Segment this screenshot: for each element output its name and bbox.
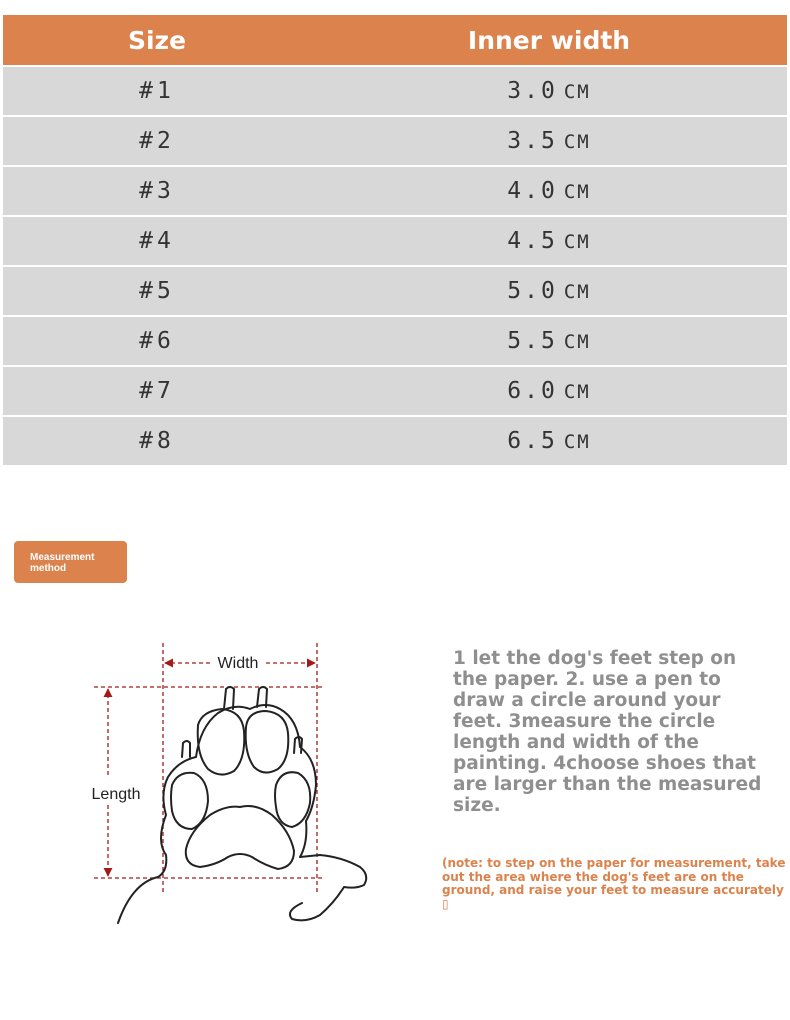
width-unit: CM [563, 281, 591, 303]
width-cell [311, 428, 787, 454]
size-cell: #1 [139, 78, 175, 104]
width-unit: CM [563, 131, 591, 153]
size-table [3, 15, 787, 465]
width-value: 4.0 [507, 178, 558, 204]
size-cell: #5 [139, 278, 175, 304]
width-value: 5.0 [507, 278, 558, 304]
table-row [3, 117, 787, 165]
width-value: 6.0 [507, 378, 558, 404]
table-row [3, 167, 787, 215]
width-value: 3.0 [507, 78, 558, 104]
width-cell [311, 378, 787, 404]
measurement-note: (note: to step on the paper for measurement, take out the area where the dog's feet are on the ground, and raise your feet to measure accurately ▯ [442, 856, 786, 911]
paw-measurement-diagram [80, 635, 380, 935]
width-unit: CM [563, 181, 591, 203]
badge-line-1: Measurement [30, 552, 95, 563]
width-value: 4.5 [507, 228, 558, 254]
width-cell [311, 328, 787, 354]
table-row [3, 367, 787, 415]
table-row [3, 417, 787, 465]
length-label: Length [91, 786, 141, 803]
measurement-method-badge [14, 541, 127, 583]
width-value: 6.5 [507, 428, 558, 454]
size-cell: #3 [139, 178, 175, 204]
size-cell: #8 [139, 428, 175, 454]
header-inner-width: Inner width [467, 25, 631, 55]
size-cell: #6 [139, 328, 175, 354]
table-row [3, 67, 787, 115]
width-cell [311, 228, 787, 254]
width-cell [311, 178, 787, 204]
width-unit: CM [563, 331, 591, 353]
badge-line-2: method [30, 563, 67, 574]
width-cell [311, 128, 787, 154]
width-unit: CM [563, 431, 591, 453]
paw-icon [118, 687, 366, 923]
width-unit: CM [563, 231, 591, 253]
size-cell: #4 [139, 228, 175, 254]
size-cell: #7 [139, 378, 175, 404]
table-row [3, 317, 787, 365]
width-cell [311, 278, 787, 304]
width-unit: CM [563, 381, 591, 403]
width-unit: CM [563, 81, 591, 103]
size-cell: #2 [139, 128, 175, 154]
table-row [3, 217, 787, 265]
width-cell [311, 78, 787, 104]
table-row [3, 267, 787, 315]
width-value: 3.5 [507, 128, 558, 154]
table-header [3, 15, 787, 65]
header-size: Size [127, 25, 187, 55]
width-value: 5.5 [507, 328, 558, 354]
measurement-instructions: 1 let the dog's feet step on the paper. 2. use a pen to draw a circle around your feet. 3measure the circle length and width of the painting. 4choose shoes that are larger than the measured size. [453, 648, 762, 816]
width-label: Width [217, 655, 259, 672]
